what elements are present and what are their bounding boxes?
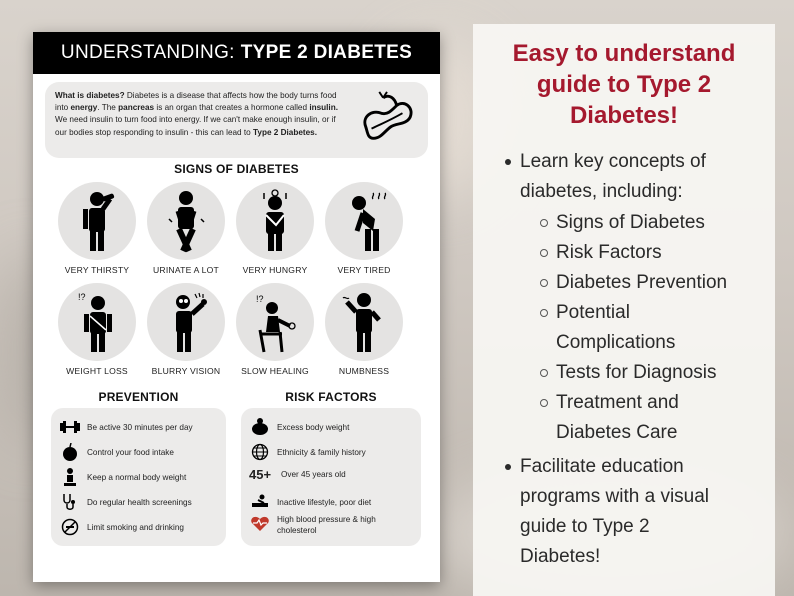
- thirsty-person-icon: [58, 182, 136, 260]
- risk-item: [249, 442, 366, 462]
- risk-label: Ethnicity & family history: [277, 447, 366, 457]
- intro-text: Diabetes is a disease that affects how the body turns food into: [55, 91, 337, 113]
- prevention-item: [59, 492, 192, 512]
- couch-icon: [249, 492, 271, 512]
- globe-icon: [249, 442, 271, 462]
- sub-item: [556, 388, 679, 418]
- promo-panel: [473, 24, 775, 596]
- sign-urinate: [141, 182, 231, 275]
- sign-label: VERY THIRSTY: [64, 265, 130, 275]
- heading-line: Diabetes!: [569, 102, 679, 129]
- sub-bullet-icon: [540, 309, 548, 317]
- prevention-label: Limit smoking and drinking: [87, 522, 184, 532]
- sub-label: Tests for Diagnosis: [556, 362, 717, 383]
- prevention-label: Be active 30 minutes per day: [87, 422, 193, 432]
- sub-item-continued: [556, 328, 675, 358]
- sign-very-tired: [319, 182, 409, 275]
- risk-label: Excess body weight: [277, 422, 350, 432]
- promo-heading: [473, 38, 775, 131]
- dumbbell-icon: [59, 417, 81, 437]
- bullet-learn: [520, 147, 706, 207]
- prevention-box: [51, 408, 226, 546]
- intro-text: We need insulin to turn food into energy. If we can't make enough insulin, or if our bodies stop responding to insulin - this can lead to: [55, 115, 336, 137]
- sub-item: [556, 268, 727, 298]
- age-badge: 45+: [249, 467, 272, 482]
- sub-bullet-icon: [540, 249, 548, 257]
- signs-title: SIGNS OF DIABETES: [174, 162, 299, 176]
- prevention-item: [59, 442, 174, 462]
- sign-very-thirsty: [52, 182, 142, 275]
- bullet-dot-icon: [505, 464, 511, 470]
- blurry-vision-person-icon: [147, 283, 225, 361]
- risk-label: cholesterol: [277, 526, 317, 535]
- overweight-icon: [249, 417, 271, 437]
- prevention-label: Control your food intake: [87, 447, 174, 457]
- svg-text:!?: !?: [78, 292, 86, 302]
- person-weight-icon: [59, 467, 81, 487]
- risk-title: RISK FACTORS: [285, 390, 377, 404]
- heading-line: Easy to understand: [512, 40, 736, 67]
- risk-label-group: [277, 514, 376, 536]
- risk-label: Inactive lifestyle, poor diet: [277, 497, 372, 507]
- sub-bullet-icon: [540, 399, 548, 407]
- prevention-label: Do regular health screenings: [87, 497, 192, 507]
- intro-question: What is diabetes?: [55, 91, 125, 100]
- sub-bullet-icon: [540, 369, 548, 377]
- sub-label: Diabetes Care: [556, 422, 678, 443]
- prevention-label: Keep a normal body weight: [87, 472, 187, 482]
- no-smoking-icon: [59, 517, 81, 537]
- title-bold: TYPE 2 DIABETES: [240, 42, 413, 63]
- sub-item-continued: [556, 418, 677, 448]
- intro-pancreas: pancreas: [118, 103, 155, 113]
- risk-label: Over 45 years old: [281, 470, 346, 479]
- risk-item: [249, 492, 371, 512]
- tired-person-icon: [325, 182, 403, 260]
- intro-text: is an organ that creates a hormone called: [154, 103, 310, 113]
- risk-label: High blood pressure & high: [277, 515, 376, 524]
- risk-item: [249, 417, 349, 437]
- pancreas-icon: [358, 90, 416, 148]
- sub-item: [556, 298, 630, 328]
- poster-title: [33, 32, 440, 74]
- stethoscope-icon: [59, 492, 81, 512]
- risk-item: [249, 514, 376, 536]
- sub-item: [556, 238, 662, 268]
- hungry-person-icon: [236, 182, 314, 260]
- poster: [33, 32, 440, 582]
- bullet-line: diabetes, including:: [520, 181, 683, 202]
- urinate-person-icon: [147, 182, 225, 260]
- sign-label: VERY HUNGRY: [242, 265, 308, 275]
- sign-label: NUMBNESS: [338, 366, 390, 376]
- bullet-line: Facilitate education: [520, 456, 684, 477]
- apple-icon: [59, 442, 81, 462]
- title-light: UNDERSTANDING:: [60, 42, 235, 63]
- intro-type2: Type 2 Diabetes.: [253, 127, 318, 137]
- sign-blurry-vision: [141, 283, 231, 376]
- sign-label: VERY TIRED: [337, 265, 391, 275]
- slow-healing-person-icon: [236, 283, 314, 361]
- sign-label: URINATE A LOT: [153, 265, 219, 275]
- sign-label: BLURRY VISION: [151, 366, 221, 376]
- intro-insulin: insulin.: [309, 103, 338, 113]
- sign-weight-loss: [52, 283, 142, 376]
- sign-label: SLOW HEALING: [241, 366, 309, 376]
- bullet-line: Learn key concepts of: [520, 151, 706, 172]
- bullet-line: Diabetes!: [520, 546, 601, 567]
- sub-item: [556, 358, 717, 388]
- sub-label: Potential: [556, 302, 630, 323]
- intro-energy: energy: [70, 103, 98, 113]
- bullet-line: guide to Type 2: [520, 516, 650, 537]
- sub-label: Signs of Diabetes: [556, 212, 705, 233]
- sub-label: Treatment and: [556, 392, 679, 413]
- sign-very-hungry: [230, 182, 320, 275]
- risk-item: [249, 467, 346, 482]
- intro-box: [45, 82, 428, 158]
- bullet-facilitate: [520, 452, 709, 572]
- weight-loss-person-icon: [58, 283, 136, 361]
- bullet-line: programs with a visual: [520, 486, 710, 507]
- intro-text: . The: [97, 103, 119, 113]
- sign-numbness: [319, 283, 409, 376]
- numbness-person-icon: [325, 283, 403, 361]
- heart-pressure-icon: [249, 514, 271, 534]
- sign-label: WEIGHT LOSS: [66, 366, 128, 376]
- heading-line: guide to Type 2: [536, 71, 712, 98]
- bullet-dot-icon: [505, 159, 511, 165]
- sub-item: [556, 208, 705, 238]
- prevention-title: PREVENTION: [98, 390, 179, 404]
- risk-box: [241, 408, 421, 546]
- sub-label: Diabetes Prevention: [556, 272, 728, 293]
- sub-bullet-icon: [540, 279, 548, 287]
- sub-label: Complications: [556, 332, 676, 353]
- prevention-item: [59, 417, 193, 437]
- sub-bullet-icon: [540, 219, 548, 227]
- sign-slow-healing: [230, 283, 320, 376]
- sub-label: Risk Factors: [556, 242, 662, 263]
- prevention-item: [59, 467, 186, 487]
- prevention-item: [59, 517, 184, 537]
- svg-text:!?: !?: [256, 294, 264, 304]
